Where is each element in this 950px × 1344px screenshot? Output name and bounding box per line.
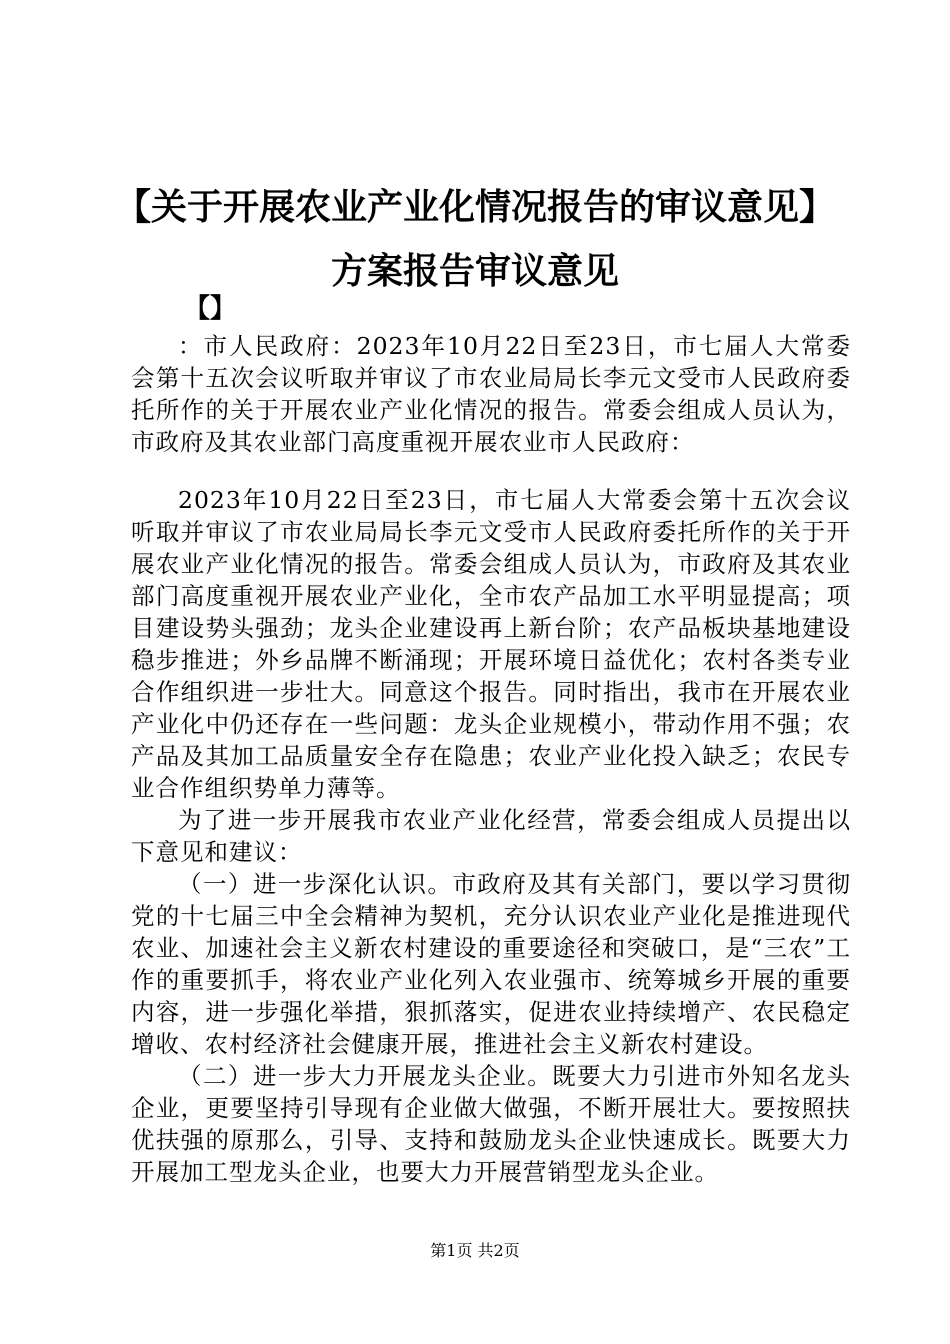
document-title-line2: 方案报告审议意见 (330, 251, 619, 292)
paragraph-report-summary: 2023年10月22日至23日，市七届人大常委会第十五次会议听取并审议了市农业局局长李元文受市人民政府委托所作的关于开展农业产业化情况的报告。常委会组成人员认为，市政府及其农业部门高度重视开展农业产业化，全市农产品加工水平明显提高；项目建设势头强劲；龙头企业建设再上新台阶；农产品板块基地建设稳步推进；外乡品牌不断涌现；开展环境日益优化；农村各类专业合作组织进一步壮大。同意这个报告。同时指出，我市在开展农业产业化中仍还存在一些问题：龙头企业规模小，带动作用不强；农产品及其加工品质量安全存在隐患；农业产业化投入缺乏；农民专业合作组织势单力薄等。 (131, 486, 851, 802)
body-paragraphs (131, 484, 851, 1188)
bracket-label: 【】 (184, 294, 237, 324)
page-footer: 第1页 共2页 (430, 1241, 520, 1260)
document-title-line1: 【关于开展农业产业化情况报告的审议意见】 (114, 187, 835, 228)
paragraph-suggestions-intro: 为了进一步开展我市农业产业化经营，常委会组成人员提出以下意见和建议： (131, 806, 851, 866)
paragraph-item-2: （二）进一步大力开展龙头企业。既要大力引进市外知名龙头企业，更要坚持引导现有企业做大做强，不断开展壮大。要按照扶优扶强的原那么，引导、支持和鼓励龙头企业快速成长。既要大力开展加工型龙头企业，也要大力开展营销型龙头企业。 (131, 1062, 851, 1186)
paragraph-item-1: （一）进一步深化认识。市政府及其有关部门，要以学习贯彻党的十七届三中全会精神为契机，充分认识农业产业化是推进现代农业、加速社会主义新农村建设的重要途径和突破口，是“三农”工作的重要抓手，将农业产业化列入农业强市、统筹城乡开展的重要内容，进一步强化举措，狠抓落实，促进农业持续增产、农民稳定增收、农村经济社会健康开展，推进社会主义新农村建设。 (131, 870, 851, 1058)
intro-paragraph: ：市人民政府：2023年10月22日至23日，市七届人大常委会第十五次会议听取并审议了市农业局局长李元文受市人民政府委托所作的关于开展农业产业化情况的报告。常委会组成人员认为，市政府及其农业部门高度重视开展农业市人民政府： (131, 332, 851, 456)
